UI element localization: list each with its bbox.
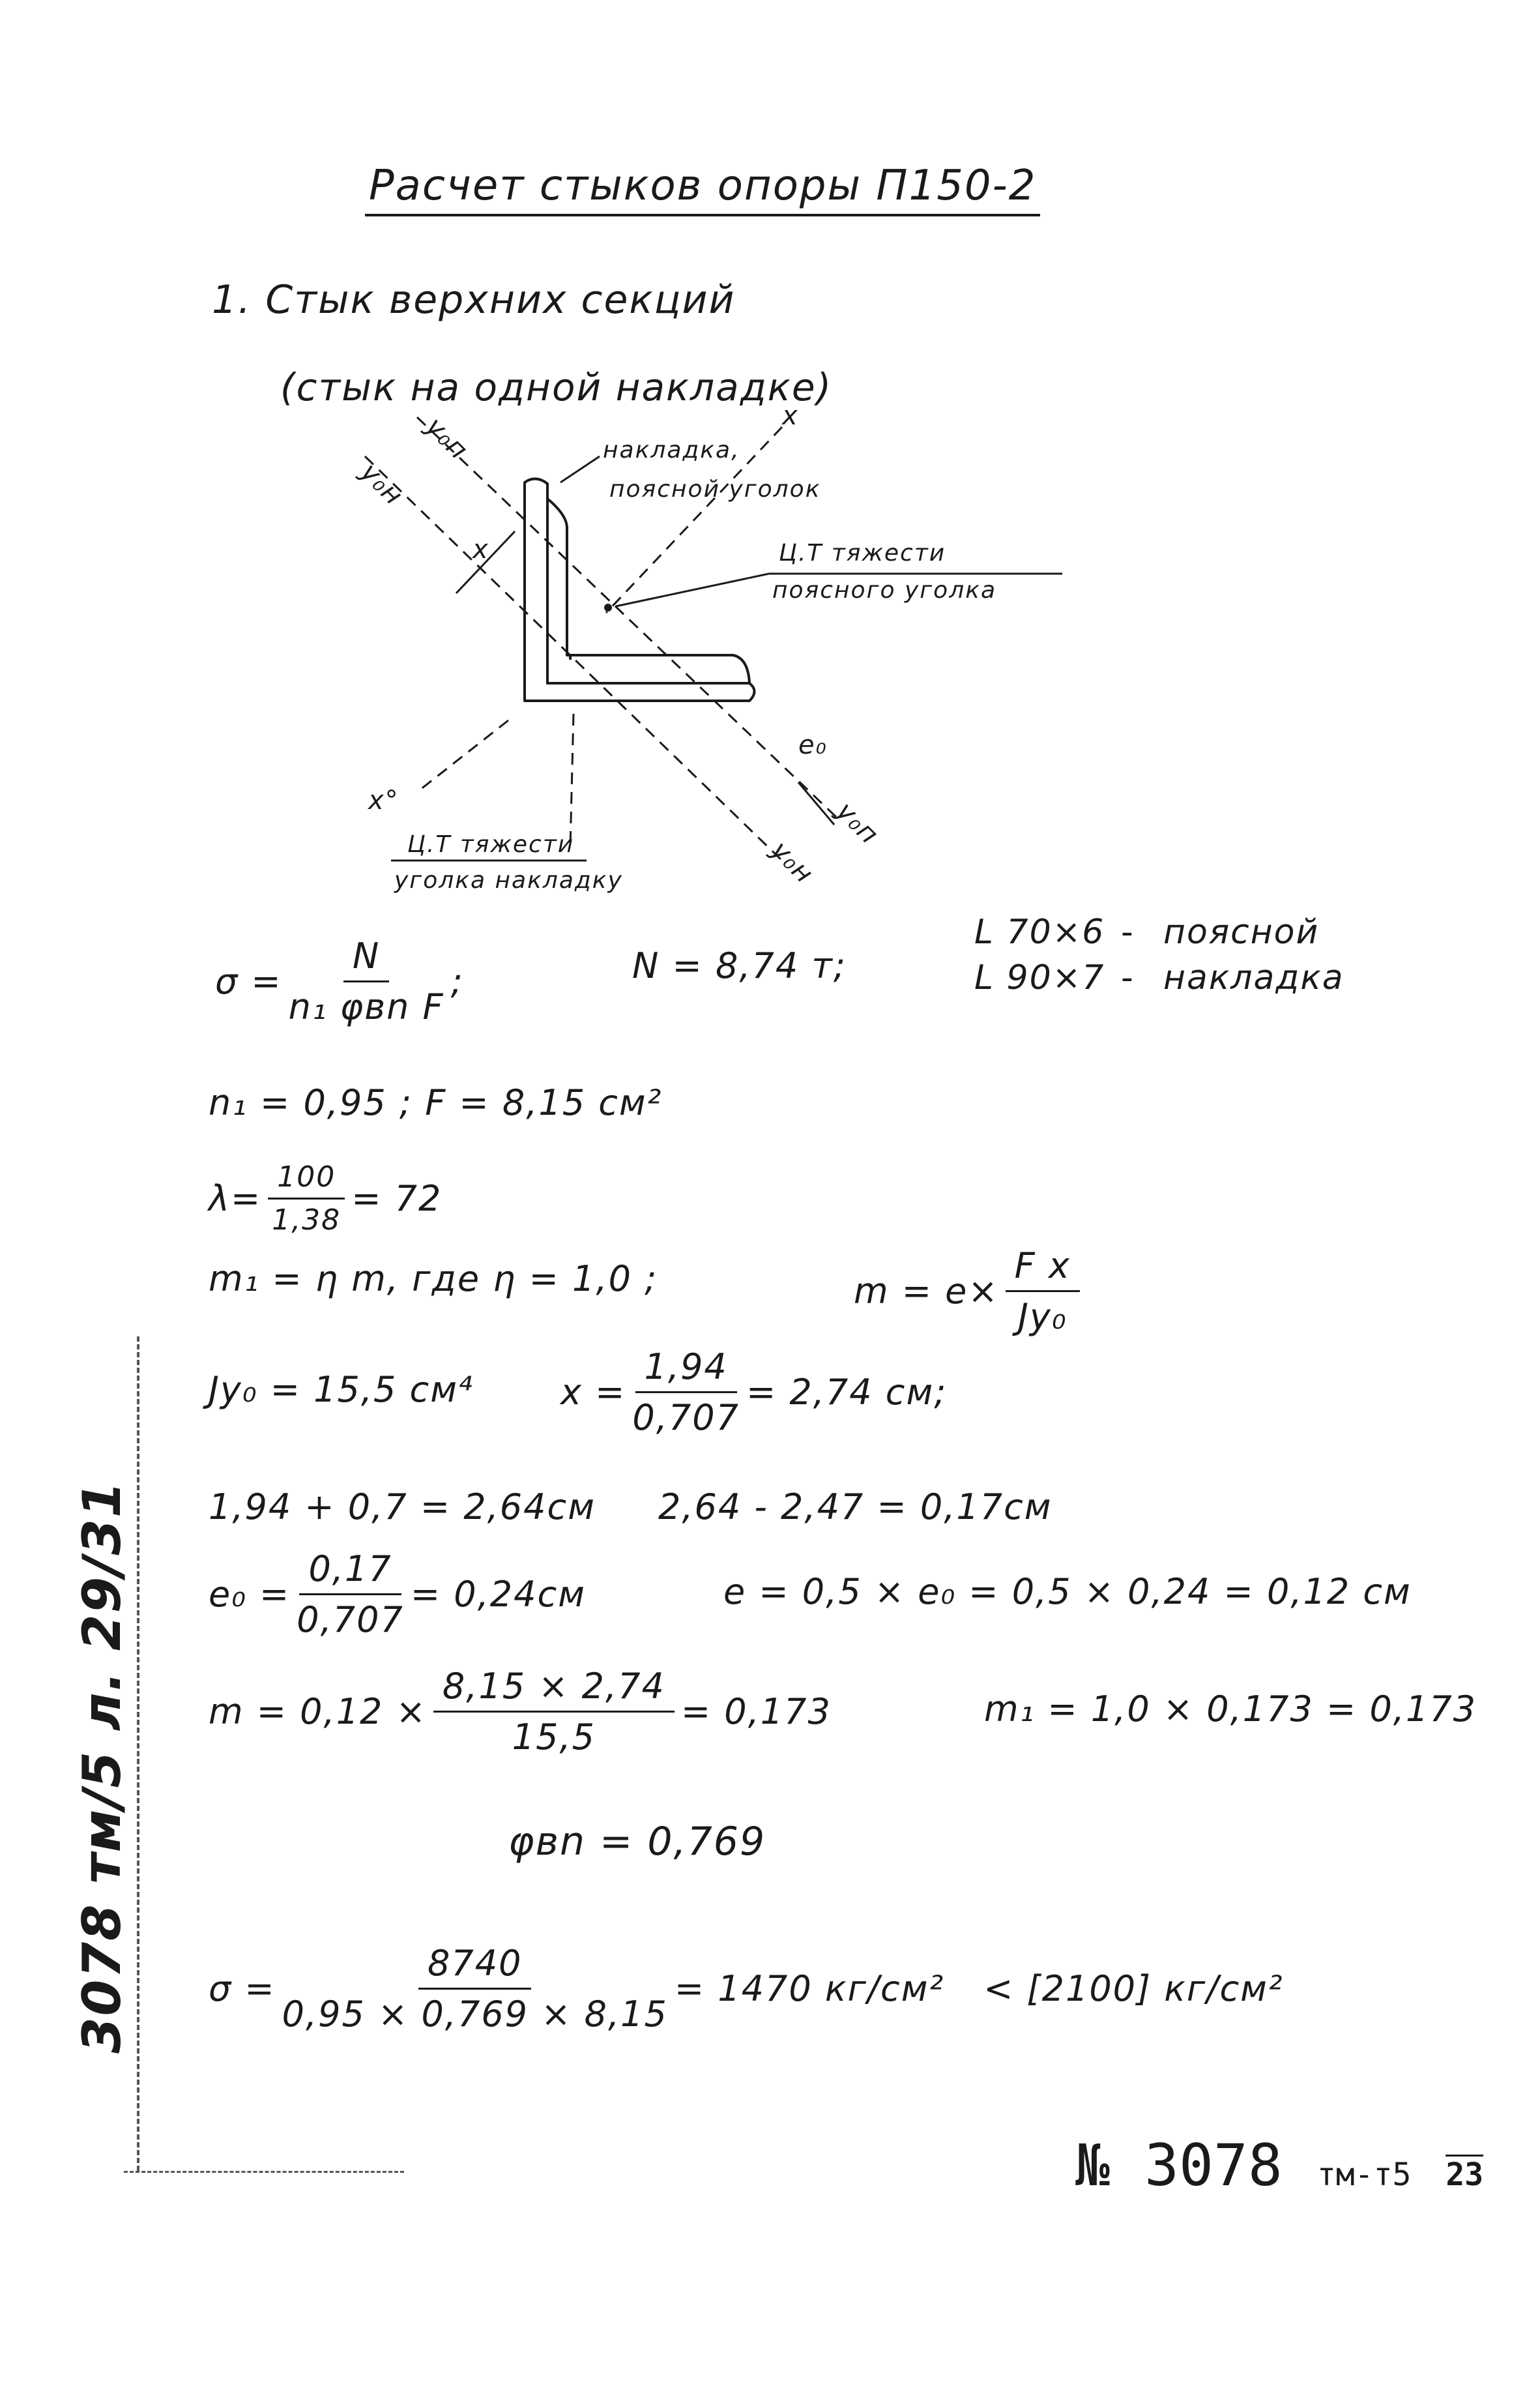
x-result: = 2,74 см; [746, 1372, 948, 1413]
sigma2-denominator: 0,95 × 0,769 × 8,15 [282, 1994, 668, 2035]
plate-profile-name: накладка [1163, 958, 1344, 997]
doc-number-prefix: № 3078 [1075, 2132, 1283, 2199]
axis-label-x-dim: х [472, 535, 489, 565]
sum-line: 1,94 + 0,7 = 2,64см [209, 1486, 596, 1527]
axis-label-yop-top: у₀п [420, 411, 474, 466]
sigma2-result: = 1470 кг/см² [674, 1968, 945, 2009]
label-plate-leader [560, 456, 600, 482]
page-title: Расчет стыков опоры П150-2 [365, 162, 1040, 216]
axis-label-x0: х° [368, 786, 400, 816]
axis-label-x: х [782, 401, 799, 431]
m-calc-lhs: m = 0,12 × [209, 1691, 427, 1732]
lambda-fraction [268, 1160, 345, 1237]
sigma-result-formula [209, 1943, 1284, 2035]
axis-x0-line [417, 720, 508, 792]
x-lhs: x = [560, 1372, 626, 1413]
e0-numerator: 0,17 [299, 1548, 401, 1595]
label-plate: накладка, [603, 437, 740, 464]
sigma-lhs: σ = [215, 961, 282, 1002]
axis-label-yon-bottom: у₀н [765, 835, 820, 890]
jy0-value: Jу₀ = 15,5 см⁴ [209, 1369, 474, 1410]
axis-label-yon-top: у₀н [355, 457, 409, 512]
label-cg-chord-1: Ц.Т тяжести [779, 540, 946, 567]
side-stamp: 3078 тм/5 л. 29/31 [72, 1480, 132, 2054]
m1-calc: m₁ = 1,0 × 0,173 = 0,173 [984, 1688, 1477, 1730]
lambda-numerator: 100 [268, 1160, 345, 1200]
phi-value: φвn = 0,769 [508, 1819, 766, 1864]
plate-profile: L 90×7 [974, 958, 1105, 997]
sigma2-numerator: 8740 [418, 1943, 531, 1990]
m-calc-result: = 0,173 [680, 1691, 832, 1732]
label-chord-angle: поясной уголок [609, 476, 821, 503]
e-line: e = 0,5 × e₀ = 0,5 × 0,24 = 0,12 см [723, 1571, 1412, 1612]
n1-f-values: n₁ = 0,95 ; F = 8,15 см² [209, 1082, 663, 1123]
sigma2-compare: < [2100] кг/см² [983, 1968, 1284, 2009]
m-lhs: m = e× [854, 1271, 999, 1312]
cg-point [604, 604, 612, 611]
lambda-lhs: λ= [209, 1178, 262, 1219]
bottom-dashed-line [124, 2171, 404, 2173]
e0-formula [209, 1548, 586, 1640]
m-fraction [1006, 1245, 1080, 1337]
sigma-fraction [289, 935, 444, 1027]
sigma2-lhs: σ = [209, 1968, 276, 2009]
m-calc-fraction [433, 1666, 675, 1758]
label-cg-plate-1: Ц.Т тяжести [407, 831, 575, 858]
chord-profile-name: поясной [1163, 913, 1320, 952]
sigma-denominator: n₁ φвn F [288, 986, 444, 1027]
m-calc-formula [209, 1666, 832, 1758]
cg-chord-leader [616, 574, 769, 606]
label-cg-chord-2: поясного уголка [772, 577, 997, 604]
section-heading: 1. Стык верхних секций [212, 277, 736, 323]
document-number [1075, 2132, 1483, 2199]
m-numerator: F x [1006, 1245, 1080, 1292]
lambda-formula [209, 1160, 442, 1237]
m1-definition: m₁ = η m, где η = 1,0 ; [209, 1258, 658, 1299]
sigma2-fraction [282, 1943, 668, 2035]
m-calc-numerator: 8,15 × 2,74 [433, 1666, 675, 1713]
e0-result: = 0,24см [410, 1574, 586, 1615]
dash-1: - [1121, 913, 1133, 952]
n-value: N = 8,74 т; [632, 945, 847, 986]
x-formula [560, 1346, 947, 1438]
e0-lhs: e₀ = [209, 1574, 291, 1615]
semicolon: ; [450, 961, 464, 1002]
m-formula [854, 1245, 1086, 1337]
dim-e0-line [798, 782, 834, 825]
margin-dashed-line [137, 1336, 142, 2171]
sigma-formula [215, 935, 464, 1027]
dash-2: - [1121, 958, 1133, 997]
e0-fraction [297, 1548, 404, 1640]
sigma-numerator: N [343, 935, 389, 982]
axis-label-yop-bottom: у₀п [830, 796, 885, 851]
m-denominator: Jу₀ [1017, 1296, 1068, 1337]
lambda-result: = 72 [351, 1178, 443, 1219]
diff-line: 2,64 - 2,47 = 0,17см [658, 1486, 1053, 1527]
doc-sheet-number: 23 [1446, 2155, 1483, 2193]
chord-angle-outline [547, 499, 749, 683]
x-denominator: 0,707 [632, 1397, 740, 1438]
lambda-denominator: 1,38 [272, 1203, 341, 1237]
doc-number-suffix: тм-т5 [1316, 2157, 1412, 2193]
axis-yon-line [365, 456, 782, 861]
cg-plate-leader [570, 714, 574, 847]
label-cg-plate-2: уголка накладку [394, 867, 623, 894]
x-numerator: 1,94 [635, 1346, 737, 1393]
m-calc-denominator: 15,5 [512, 1716, 596, 1758]
section-subheading: (стык на одной накладке) [280, 365, 833, 409]
axis-label-e0: e₀ [798, 730, 828, 760]
chord-profile: L 70×6 [974, 913, 1105, 952]
e0-denominator: 0,707 [297, 1599, 404, 1640]
x-fraction [632, 1346, 740, 1438]
